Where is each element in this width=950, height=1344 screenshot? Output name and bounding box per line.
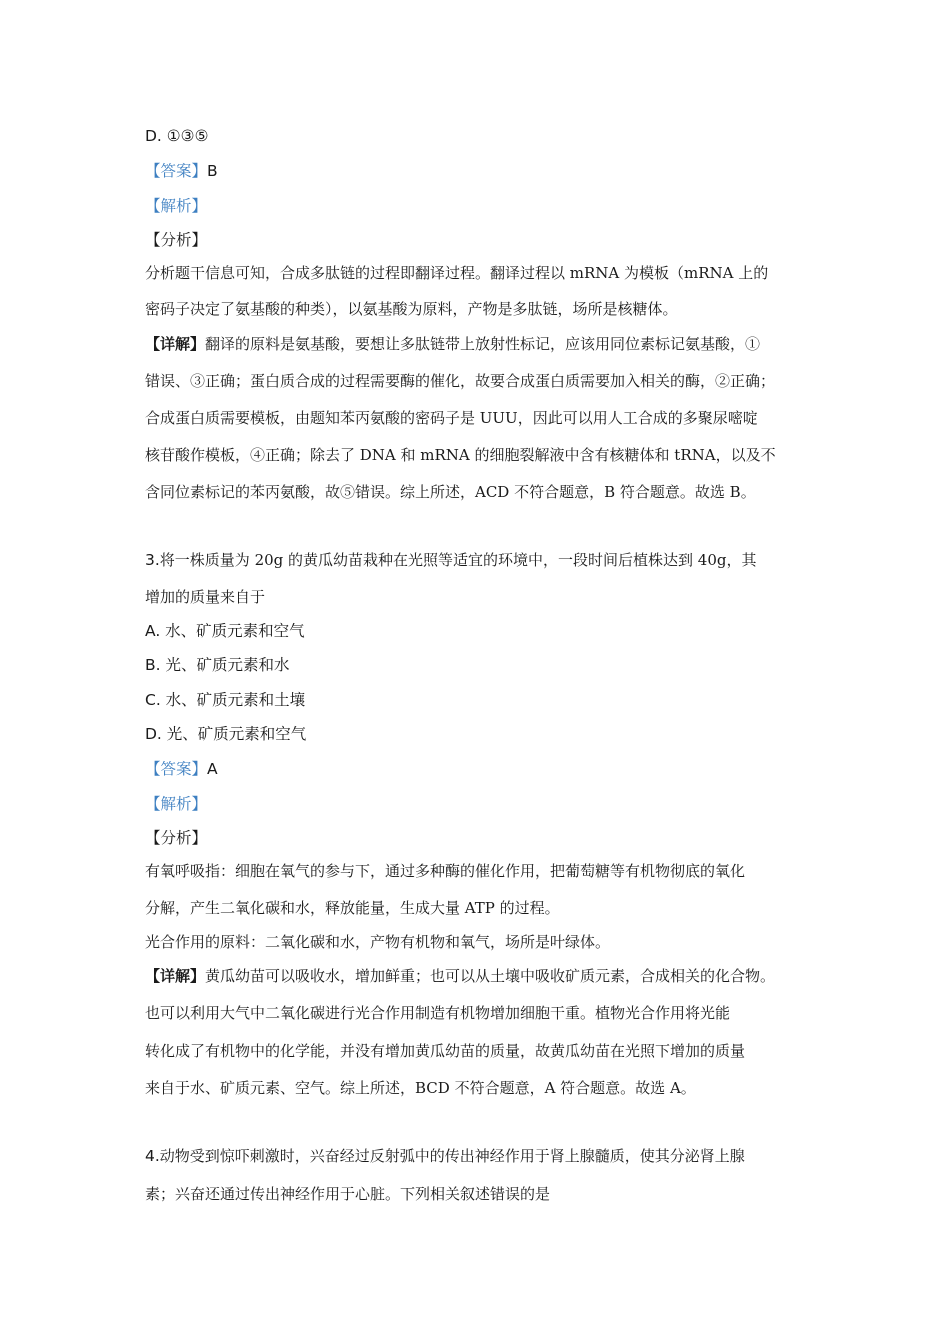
q3-detail-line: 【详解】黄瓜幼苗可以吸收水，增加鲜重；也可以从土壤中吸收矿质元素，合成相关的化合物。 [145,967,776,985]
q2-detail-line: 合成蛋白质需要模板，由题知苯丙氨酸的密码子是 UUU，因此可以用人工合成的多聚尿嘧啶 [145,409,758,427]
q3-detail-line: 转化成了有机物中的化学能，并没有增加黄瓜幼苗的质量，故黄瓜幼苗在光照下增加的质量 [145,1042,746,1060]
q3-stem-line: 3.将一株质量为 20g 的黄瓜幼苗栽种在光照等适宜的环境中，一段时间后植株达到 40g，其 [145,551,757,569]
q3-option-b: B. 光、矿质元素和水 [145,656,290,674]
q3-option-a: A. 水、矿质元素和空气 [145,622,305,640]
q2-fenxi-tag: 【分析】 [145,231,208,249]
q2-detail-line: 错误、③正确；蛋白质合成的过程需要酶的催化，故要合成蛋白质需要加入相关的酶，②正确； [145,372,776,390]
q2-detail-line: 【详解】翻译的原料是氨基酸，要想让多肽链带上放射性标记，应该用同位素标记氨基酸，① [145,335,761,353]
q2-fenxi-line: 分析题干信息可知，合成多肽链的过程即翻译过程。翻译过程以 mRNA 为模板（mRNA 上的 [145,264,769,282]
q4-stem-line: 4.动物受到惊吓刺激时，兴奋经过反射弧中的传出神经作用于肾上腺髓质，使其分泌肾上腺 [145,1147,745,1165]
q2-option-d: D. ①③⑤ [145,127,209,145]
answer-tag: 【答案】 [145,760,208,778]
answer-value: B [207,162,218,180]
q3-fenxi-line: 光合作用的原料：二氧化碳和水，产物有机物和氧气，场所是叶绿体。 [145,933,611,951]
q3-fenxi-line: 分解，产生二氧化碳和水，释放能量，生成大量 ATP 的过程。 [145,899,560,917]
q3-fenxi-line: 有氧呼吸指：细胞在氧气的参与下，通过多种酶的催化作用，把葡萄糖等有机物彻底的氧化 [145,862,746,880]
q3-fenxi-tag: 【分析】 [145,829,208,847]
q2-analysis-tag: 【解析】 [145,197,208,215]
q3-detail-line: 也可以利用大气中二氧化碳进行光合作用制造有机物增加细胞干重。植物光合作用将光能 [145,1004,731,1022]
q3-answer [145,759,218,779]
answer-tag: 【答案】 [145,162,208,180]
q3-analysis-tag: 【解析】 [145,795,208,813]
question-number: 3. [145,551,160,569]
q3-option-c: C. 水、矿质元素和土壤 [145,691,306,709]
q2-answer [145,161,218,181]
answer-value: A [207,760,218,778]
q3-stem-line: 增加的质量来自于 [145,588,266,606]
detail-tag: 【详解】 [145,967,206,985]
detail-tag: 【详解】 [145,335,206,353]
q4-stem-line: 素；兴奋还通过传出神经作用于心脏。下列相关叙述错误的是 [145,1185,551,1203]
question-number: 4. [145,1147,160,1165]
q2-fenxi-line: 密码子决定了氨基酸的种类），以氨基酸为原料，产物是多肽链，场所是核糖体。 [145,300,678,318]
q2-detail-line: 含同位素标记的苯丙氨酸，故⑤错误。综上所述，ACD 不符合题意，B 符合题意。故选 B。 [145,483,756,501]
q2-detail-line: 核苷酸作模板，④正确；除去了 DNA 和 mRNA 的细胞裂解液中含有核糖体和 tRNA，以及不 [145,446,776,464]
q3-detail-line: 来自于水、矿质元素、空气。综上所述，BCD 不符合题意，A 符合题意。故选 A。 [145,1079,696,1097]
q3-option-d: D. 光、矿质元素和空气 [145,725,307,743]
